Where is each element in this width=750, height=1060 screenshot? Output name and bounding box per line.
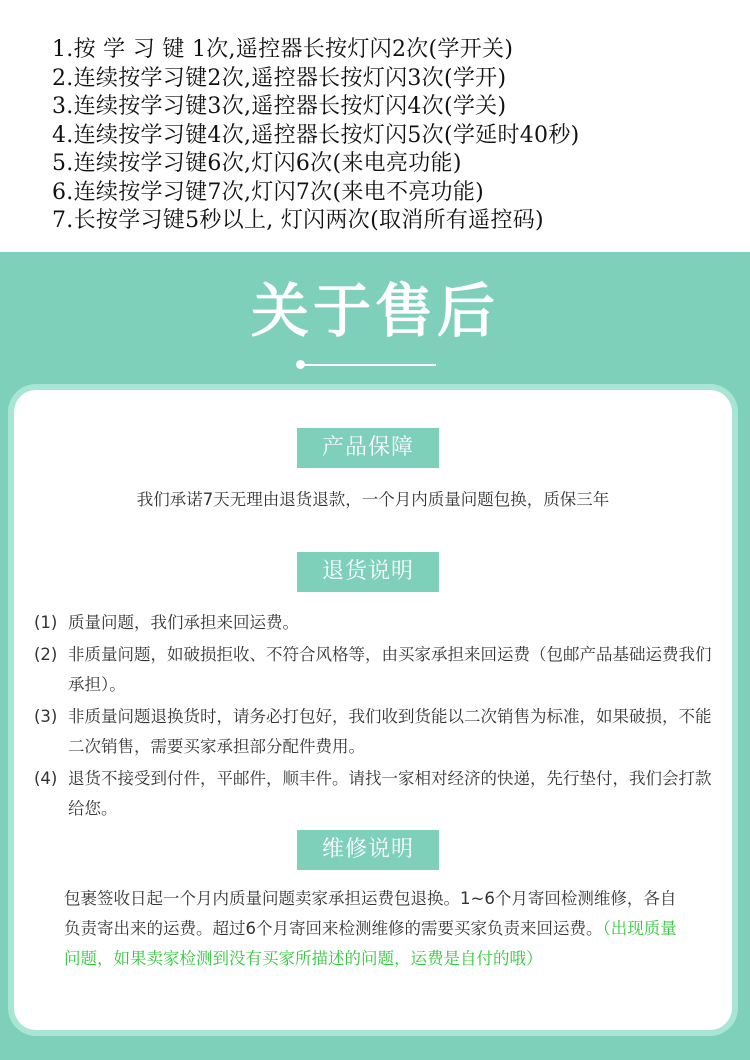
returns-item xyxy=(34,608,714,638)
returns-item-text: 非质量问题退换货时，请务必打包好，我们收到货能以二次销售为标准，如果破损，不能二次销售，需要买家承担部分配件费用。 xyxy=(68,707,712,756)
instruction-item: 2.连续按学习键2次,遥控器长按灯闪3次(学开) xyxy=(52,65,507,91)
returns-item-number: (4) xyxy=(34,769,58,788)
repair-text-block xyxy=(64,884,684,974)
repair-heading: 维修说明 xyxy=(297,830,439,870)
instruction-item: 4.连续按学习键4次,遥控器长按灯闪5次(学延时40秒) xyxy=(52,122,580,148)
returns-item-text: 非质量问题，如破损拒收、不符合风格等，由买家承担来回运费（包邮产品基础运费我们承担）。 xyxy=(68,645,712,694)
guarantee-text: 我们承诺7天无理由退货退款，一个月内质量问题包换，质保三年 xyxy=(136,490,610,509)
returns-heading: 退货说明 xyxy=(297,552,439,592)
aftersales-section xyxy=(0,252,750,1060)
instruction-item: 7.长按学习键5秒以上, 灯闪两次(取消所有遥控码) xyxy=(52,208,544,233)
aftersales-title: 关于售后 xyxy=(250,277,499,345)
instruction-list xyxy=(52,36,580,236)
instruction-item: 3.连续按学习键3次,遥控器长按灯闪4次(学关) xyxy=(52,94,507,119)
returns-item-text: 质量问题，我们承担来回运费。 xyxy=(68,613,299,632)
title-divider xyxy=(300,364,436,366)
instruction-item: 6.连续按学习键7次,灯闪7次(来电不亮功能) xyxy=(52,179,485,205)
returns-item xyxy=(34,764,714,824)
divider-dot xyxy=(296,360,305,369)
returns-item xyxy=(34,640,714,700)
aftersales-card xyxy=(14,390,732,1030)
learning-instructions xyxy=(0,0,750,252)
repair-highlight: （出现质量问题，如果卖家检测到没有买家所描述的问题，运费是自付的哦） xyxy=(64,919,677,968)
instruction-item: 1.按 学 习 键 1次,遥控器长按灯闪2次(学开关) xyxy=(52,37,514,62)
returns-list xyxy=(34,608,714,826)
returns-item-number: (1) xyxy=(34,613,58,632)
returns-item-text: 退货不接受到付件，平邮件，顺丰件。请找一家相对经济的快递，先行垫付，我们会打款给您。 xyxy=(68,769,712,818)
returns-item-number: (2) xyxy=(34,645,58,664)
repair-text: 包裹签收日起一个月内质量问题卖家承担运费包退换。1~6个月寄回检测维修，各自负责寄出来的运费。超过6个月寄回来检测维修的需要买家负责来回运费。 xyxy=(64,889,677,938)
returns-item-number: (3) xyxy=(34,707,58,726)
guarantee-heading: 产品保障 xyxy=(297,428,439,468)
instruction-item: 5.连续按学习键6次,灯闪6次(来电亮功能) xyxy=(52,151,462,176)
returns-item xyxy=(34,702,714,762)
